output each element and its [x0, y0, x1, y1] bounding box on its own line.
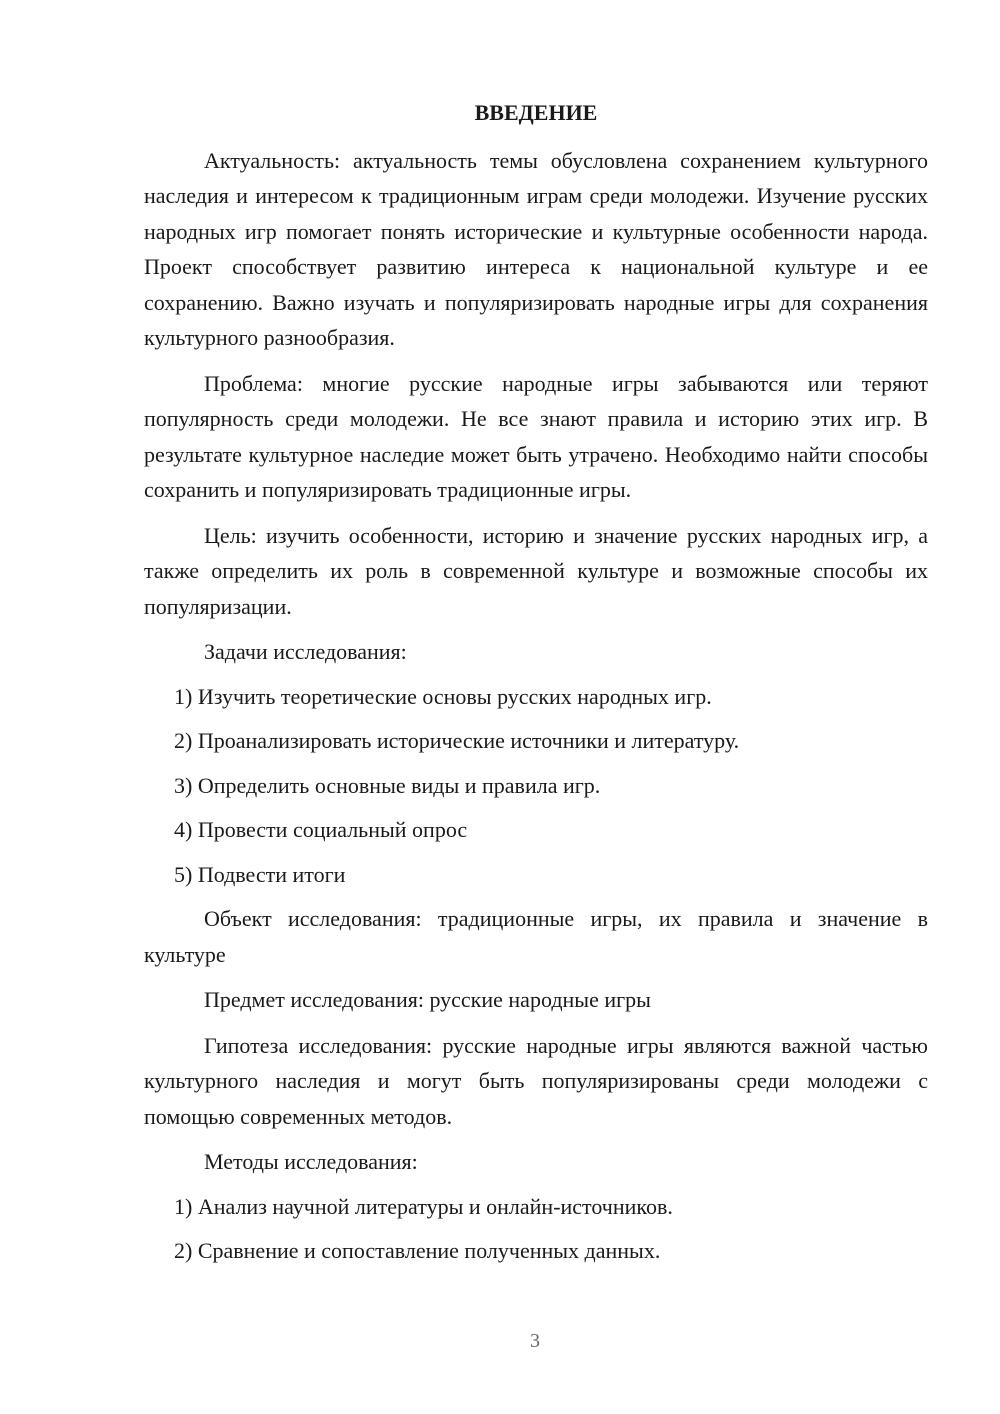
- document-page: [144, 95, 928, 1278]
- problem-paragraph: Проблема: многие русские народные игры забываются или теряют популярность среди молодежи. Не все знают правила и историю этих игр. В результате культурное наследие может быть утрачено. Необходимо найти способы сохранить и популяризировать традиционные игры.: [144, 370, 928, 502]
- list-item: 2) Проанализировать исторические источники и литературу.: [174, 728, 740, 753]
- object-paragraph: Объект исследования: традиционные игры, их правила и значение в культуре: [144, 906, 928, 967]
- list-item: 4) Провести социальный опрос: [174, 817, 468, 842]
- list-item: 5) Подвести итоги: [174, 861, 346, 887]
- section-title: ВВЕДЕНИЕ: [474, 100, 598, 125]
- page-number: 3: [530, 1330, 540, 1352]
- tasks-list: [144, 679, 928, 893]
- list-item: 2) Сравнение и сопоставление полученных данных.: [174, 1238, 661, 1263]
- methods-list: [144, 1189, 928, 1269]
- list-item: 3) Определить основные виды и правила игр.: [174, 772, 601, 798]
- list-item: 1) Анализ научной литературы и онлайн-источников.: [174, 1193, 673, 1219]
- hypothesis-paragraph: Гипотеза исследования: русские народные игры являются важной частью культурного наследия и могут быть популяризированы среди молодежи с помощью современных методов.: [144, 1032, 928, 1129]
- list-item: 1) Изучить теоретические основы русских народных игр.: [174, 683, 712, 709]
- methods-heading: Методы исследования:: [204, 1149, 418, 1174]
- goal-paragraph: Цель: изучить особенности, историю и значение русских народных игр, а также определить их роль в современной культуре и возможные способы их популяризации.: [144, 522, 928, 619]
- subject-paragraph: Предмет исследования: русские народные игры: [204, 987, 651, 1012]
- tasks-heading: Задачи исследования:: [204, 639, 407, 664]
- relevance-paragraph: Актуальность: актуальность темы обусловлена сохранением культурного наследия и интересом к традиционным играм среди молодежи. Изучение русских народных игр помогает понять исторические и культурные особенности народа. Проект способствует развитию интереса к национальной культуре и ее сохранению. Важно изучать и популяризировать народные игры для сохранения культурного разнообразия.: [144, 147, 928, 350]
